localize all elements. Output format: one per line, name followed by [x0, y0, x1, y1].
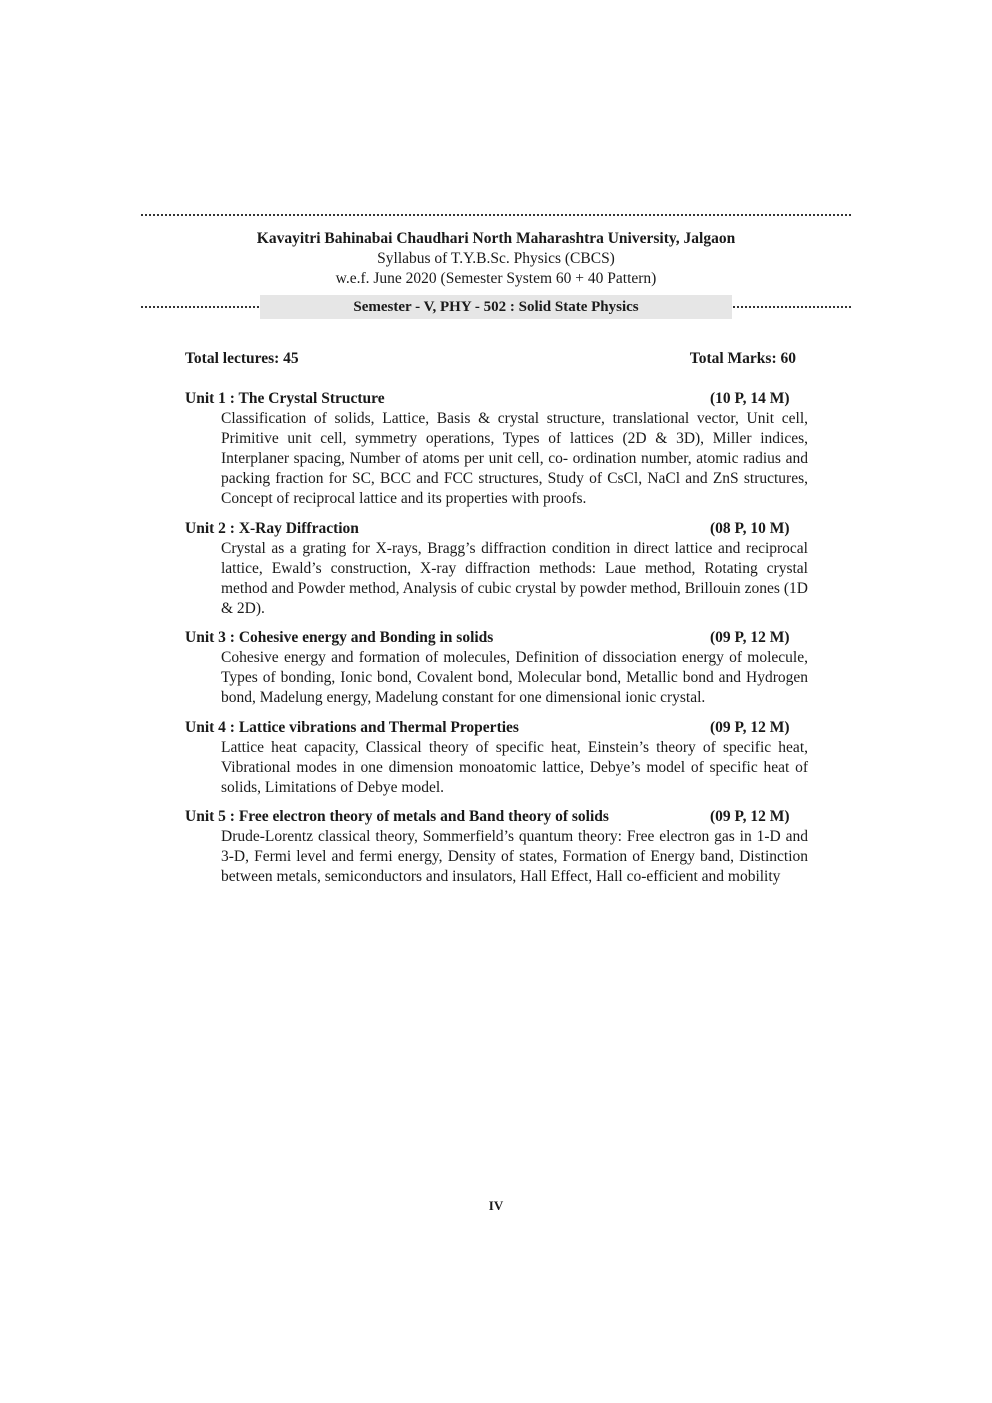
- university-name: Kavayitri Bahinabai Chaudhari North Maharashtra University, Jalgaon: [256, 230, 736, 247]
- unit-heading: [185, 519, 796, 539]
- unit-heading: [185, 389, 796, 409]
- unit-description: Drude-Lorentz classical theory, Sommerfield’s quantum theory: Free electron gas in 1-D and 3-D, Fermi level and fermi energy, Density of states, Formation of Energy band, Distinction between metals, semiconductors and insulators, Hall Effect, Hall co-efficient and mobility: [221, 828, 808, 885]
- unit-3: [185, 628, 808, 708]
- unit-title: Unit 4 : Lattice vibrations and Thermal Properties: [185, 718, 519, 736]
- total-marks: Total Marks: 60: [689, 350, 796, 367]
- top-dotted-divider: [141, 214, 851, 216]
- unit-1: [185, 389, 808, 509]
- document-header: [141, 229, 851, 289]
- unit-title: Unit 5 : Free electron theory of metals and Band theory of solids: [185, 808, 609, 825]
- unit-heading: [185, 718, 796, 738]
- unit-list: [185, 389, 808, 897]
- right-dotted-divider: [733, 306, 851, 308]
- unit-2: [185, 519, 808, 619]
- total-lectures: Total lectures: 45: [185, 350, 299, 367]
- unit-marks: (09 P, 12 M): [710, 629, 790, 646]
- left-dotted-divider: [141, 306, 259, 308]
- unit-title: Unit 1 : The Crystal Structure: [185, 390, 385, 407]
- unit-heading: [185, 807, 796, 827]
- syllabus-title: Syllabus of T.Y.B.Sc. Physics (CBCS): [377, 250, 615, 267]
- page-number: IV: [488, 1198, 504, 1213]
- unit-marks: (09 P, 12 M): [710, 808, 790, 825]
- course-summary: [185, 349, 796, 369]
- unit-4: [185, 718, 808, 798]
- pattern-line: w.e.f. June 2020 (Semester System 60 + 40 Pattern): [335, 270, 657, 287]
- unit-description: Cohesive energy and formation of molecules, Definition of dissociation energy of molecule, Types of bonding, Ionic bond, Covalent bond, Molecular bond, Metallic bond and Hydrogen bond, Madelung energy, Madelung constant for one dimensional ionic crystal.: [221, 649, 808, 706]
- unit-marks: (09 P, 12 M): [710, 718, 790, 736]
- unit-marks: (08 P, 10 M): [710, 519, 790, 537]
- unit-description: Crystal as a grating for X-rays, Bragg’s diffraction condition in direct lattice and reciprocal lattice, Ewald’s construction, X-ray diffraction methods: Laue method, Rotating crystal method and Powder method, Analysis of cubic crystal by powder method, Brillouin zones (1D & 2D).: [221, 539, 808, 617]
- unit-heading: [185, 628, 796, 648]
- unit-description: Classification of solids, Lattice, Basis & crystal structure, translational vector, Unit cell, Primitive unit cell, symmetry operations, Types of lattices (2D & 3D), Miller indices, Interplaner spacing, Number of atoms per unit cell, co- ordination number, atomic radius and packing fraction for SC, BCC and FCC structures, Study of CsCl, NaCl and ZnS structures, Concept of reciprocal lattice and its properties with proofs.: [221, 410, 808, 507]
- unit-title: Unit 2 : X-Ray Diffraction: [185, 519, 359, 537]
- semester-banner: Semester - V, PHY - 502 : Solid State Physics: [260, 295, 732, 319]
- unit-title: Unit 3 : Cohesive energy and Bonding in solids: [185, 629, 494, 646]
- unit-marks: (10 P, 14 M): [710, 390, 790, 407]
- unit-description: Lattice heat capacity, Classical theory of specific heat, Einstein’s theory of specific heat, Vibrational modes in one dimension monoatomic lattice, Debye’s model of specific heat of solids, Limitations of Debye model.: [221, 738, 808, 796]
- unit-5: [185, 807, 808, 887]
